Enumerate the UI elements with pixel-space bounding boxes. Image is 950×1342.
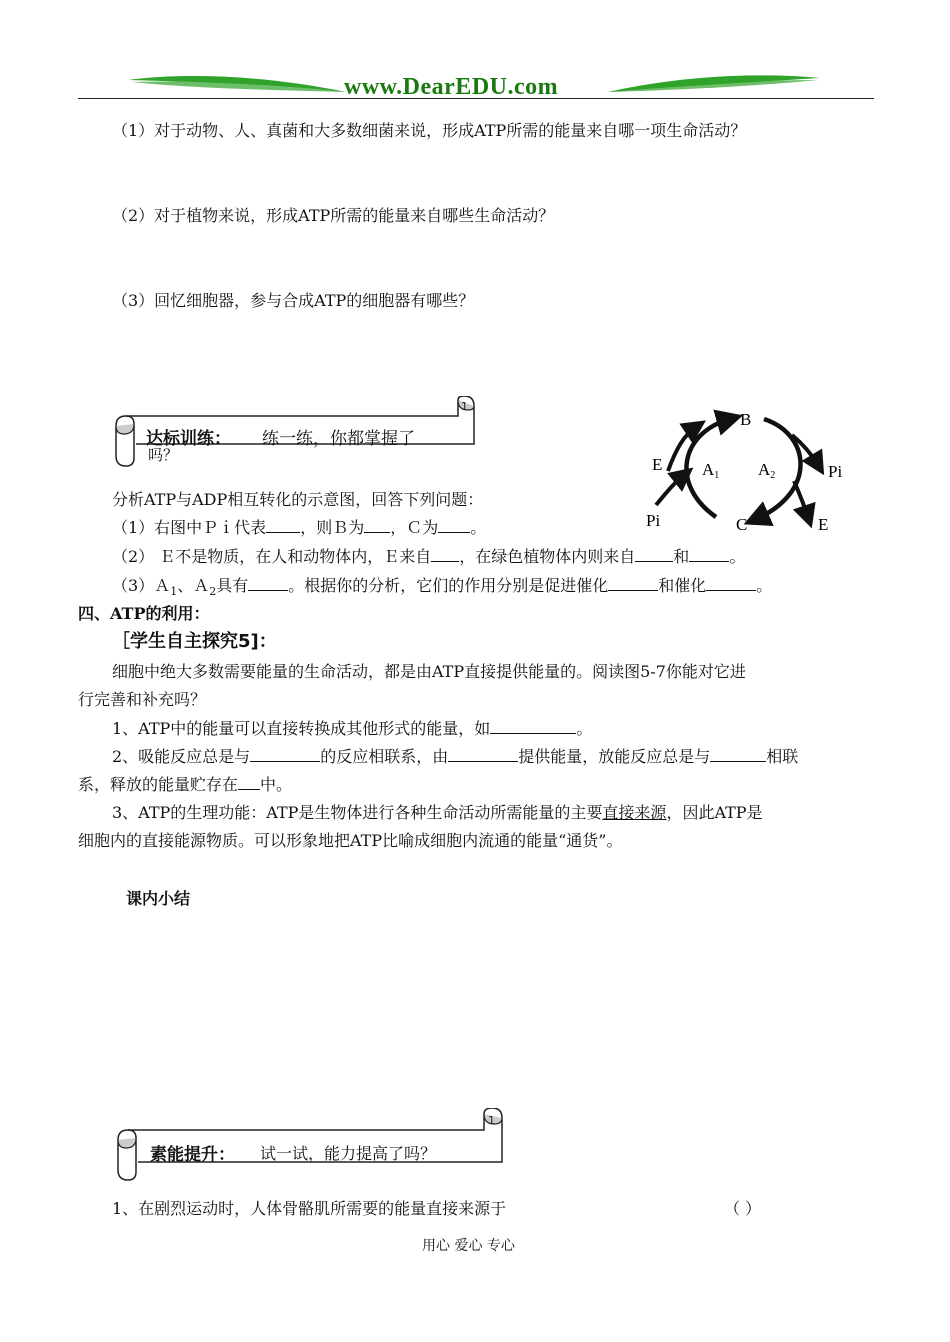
summary-title: 课内小结: [126, 889, 191, 908]
question-2: （2）对于植物来说，形成ATP所需的能量来自哪些生命活动？: [112, 206, 555, 225]
training-line-3: （3）Ａ$_1$、Ａ$_2$具有 。根据你的分析，它们的作用分别是促进催化 和催化 。: [112, 576, 773, 599]
diagram-label-A2: A2: [758, 460, 776, 481]
site-logo: www.DearEDU.com: [344, 74, 559, 100]
exercise-1-answer: （ ）: [724, 1199, 762, 1218]
header-swoosh-left: [128, 70, 348, 100]
item-3: 3、ATP的生理功能：ATP是生物体进行各种生命活动所需能量的主要直接来源，因此ATP是: [112, 803, 763, 822]
section-4-para-1b: 行完善和补充吗？: [78, 690, 207, 709]
explore-heading: ［学生自主探究5]：: [112, 631, 277, 652]
improve-banner: [114, 1108, 506, 1182]
item-1: 1、ATP中的能量可以直接转换成其他形式的能量，如 。: [112, 719, 593, 738]
improve-banner-subtitle: 试一试，能力提高了吗？: [260, 1144, 437, 1163]
section-4-heading: 四、ATP的利用：: [78, 604, 210, 623]
diagram-label-Pi-right: Pi: [828, 462, 843, 481]
training-banner-subtitle: 练一练，你都掌握了: [262, 429, 415, 449]
diagram-label-E-right: E: [818, 515, 829, 534]
diagram-label-A1: A1: [702, 460, 720, 481]
header-swoosh-right: [608, 70, 820, 100]
diagram-label-E-left: E: [652, 455, 663, 474]
item-2b: 系，释放的能量贮存在 中。: [78, 775, 293, 794]
training-banner-subtitle-2: 吗？: [148, 446, 179, 464]
svg-text:1: 1: [461, 400, 468, 413]
section-4-para-1: 细胞中绝大多数需要能量的生命活动，都是由ATP直接提供能量的。阅读图5-7你能对它进: [112, 662, 746, 681]
diagram-label-C: C: [736, 515, 748, 534]
item-2: 2、吸能反应总是与 的反应相联系，由 提供能量，放能反应总是与 相联: [112, 747, 799, 766]
item-3b: 细胞内的直接能源物质。可以形象地把ATP比喻成细胞内流通的能量“通货”。: [78, 831, 623, 850]
atp-adp-diagram: [640, 405, 860, 540]
improve-banner-title: 素能提升：: [150, 1145, 235, 1165]
diagram-label-B: B: [740, 410, 752, 429]
training-intro: 分析ATP与ADP相互转化的示意图，回答下列问题：: [112, 490, 484, 509]
training-line-2: （2） Ｅ不是物质，在人和动物体内，Ｅ来自 ，在绿色植物体内则来自 和 。: [112, 547, 746, 566]
training-line-1: （1）右图中Ｐｉ代表 ，则Ｂ为 ，Ｃ为 。: [112, 518, 487, 537]
question-1: （1）对于动物、人、真菌和大多数细菌来说，形成ATP所需的能量来自哪一项生命活动？: [112, 121, 747, 140]
page-footer: 用心 爱心 专心: [422, 1238, 515, 1254]
training-banner: [112, 396, 480, 468]
exercise-1: 1、在剧烈运动时，人体骨骼肌所需要的能量直接来源于: [112, 1199, 507, 1218]
diagram-label-Pi-left: Pi: [646, 511, 661, 530]
svg-text:1: 1: [488, 1114, 495, 1127]
training-banner-title: 达标训练：: [146, 429, 231, 449]
question-3: （3）回忆细胞器，参与合成ATP的细胞器有哪些？: [112, 291, 475, 310]
header-rule: [78, 98, 874, 99]
